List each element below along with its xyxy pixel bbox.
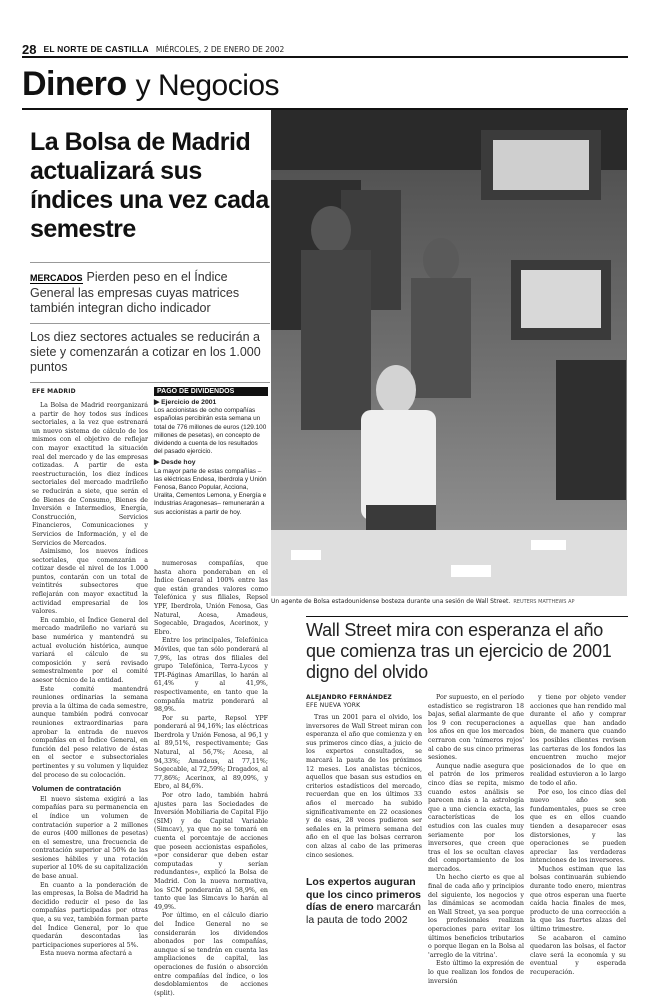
section-title-light: y Negocios — [135, 69, 280, 102]
newspaper-name: EL NORTE DE CASTILLA — [43, 44, 149, 54]
paragraph: Se acabaron el camino quedaron las bolsas, el factor clave será la economía y su eventual y esperada recuperación. — [530, 934, 626, 976]
trading-floor-illustration — [271, 110, 627, 596]
triangle-bullet-icon: ▶ — [154, 399, 162, 406]
paragraph: El nuevo sistema exigirá a las compañías para su permanencia en el índice un volumen de contratación superior a 2 millones de euros (400 millones de pesetas) en el semestre, una frecuencia de contratación superior al 50% de las sesiones hábiles y una rotación superior al 10% de su capitalización de base anual. — [32, 795, 148, 881]
paragraph: En cambio, el Índice General del mercado madrileño no variará su base numérica y mantendrá su actual evolución histórica, aunque variará el cálculo de su composición y será revisado semestralmente por el comité asesor técnico de la entidad. — [32, 616, 148, 684]
pull-quote-rest: marcarán la pauta de todo 2002 — [306, 901, 421, 926]
article-column-2 — [154, 560, 268, 997]
box-label: ▶ Ejercicio de 2001 — [154, 399, 217, 406]
paragraph: Tras un 2001 para el olvido, los inversores de Wall Street miran con esperanza el año que comienza y en sus primeros cinco días, a juicio de los expertos consultados, se marcará la pauta de los próximos 12 meses. Los analistas técnicos, aquellos que basan sus estudios en criterios estadísticos del mercado, recuerdan que en los últimos 33 años el mercado ha subido significativamente en 22 ocasiones y de esas, 28 veces pudieron ser señales en la primera semana del año en el que las bolsas cerraron con alzas al cabo de las primeras cinco sesiones. — [306, 714, 422, 859]
subdeck-text: Pierden peso en el Índice General las empresas cuyas matrices también integran dicho indicador — [30, 270, 240, 315]
box-text: La mayor parte de estas compañías –las eléctricas Endesa, Iberdrola y Unión Fenosa, Banco Popular, Acciona, Uralita, Cementos Lemona, y Energía e Industrias Aragonesas– remunerarán a sus accionistas a partir de hoy. — [154, 467, 267, 516]
subdeck-rule — [30, 323, 270, 324]
section-title — [22, 64, 279, 106]
wallstreet-column-3 — [530, 694, 626, 984]
subdeck-tag: MERCADOS — [30, 273, 83, 283]
page-folio — [22, 42, 628, 58]
paragraph: Por eso, los cinco días del nuevo año son fundamentales, pues se cree que es en ellos cuando tienden a desaparecer esas distorsiones, y las operaciones se pueden apreciar las verdaderas intenciones de los inversores. — [530, 788, 626, 865]
page-number: 28 — [22, 41, 37, 57]
paragraph: Aunque nadie asegura que el patrón de los primeros cinco días se repita, mismo cuando estos análisis se parecen más a la astrología que a una ciencia exacta, las características de los estudios con las cuales muy seriamente por los inversores, que creen que tras el los se ocultan claves del comportamiento de los mercados. — [428, 762, 524, 873]
wallstreet-headline: Wall Street mira con esperanza el año que comienza tras un ejercicio de 2001 digno del olvido — [306, 620, 612, 682]
main-headline: La Bolsa de Madrid actualizará sus índices una vez cada semestre — [30, 128, 269, 243]
main-byline: EFE MADRID — [32, 388, 76, 395]
paragraph: En cuanto a la ponderación de las empresas, la Bolsa de Madrid ha decidido reducir el peso de las compañías participadas por otras que, a su vez, también forman parte del Índice General, por lo que quedarán descontadas las participaciones superiores al 5%. — [32, 881, 148, 949]
photo-caption — [271, 598, 627, 605]
main-subdeck — [30, 270, 270, 316]
wallstreet-byline-agency: EFE NUEVA YORK — [306, 702, 361, 709]
paragraph: numerosas compañías, que hasta ahora ponderaban en el Índice General al 100% entre las que están grandes valores como Telefónica y sus filiales, Repsol YPF, Iberdrola, Unión Fenosa, Gas Natural, Acesa, Amadeus, Sogecable, Dragados, Acerinox, y Ebro. — [154, 560, 268, 636]
paragraph: Este comité mantendrá reuniones ordinarias la semana previa a la última de cada semestre, aunque también podrá convocar reuniones extraordinarias para aprobar la entrada de nuevos compañías en el Índice General, en función del peso relativo de éstas en el sector e subsectoriales pertinentes y su volumen y liquidez del proceso de su colocación. — [32, 685, 148, 779]
photo-credit: REUTERS MATTHEWS AP — [513, 599, 575, 605]
dividends-box-title: PAGO DE DIVIDENDOS — [154, 387, 268, 396]
deck-rule — [30, 382, 270, 383]
paragraph: Por supuesto, en el período estadístico se registraron 18 bajas, señal alarmante de que los 9 con recuperaciones a los años en que los mercados cerraron con 'números rojos' al cabo de sus cinco primeras sesiones. — [428, 694, 524, 762]
paragraph: Esta nueva norma afectará a — [40, 950, 132, 958]
pull-quote — [306, 876, 422, 926]
section-title-bold: Dinero — [22, 65, 127, 103]
triangle-bullet-icon: ▶ — [154, 459, 162, 467]
paragraph: Entre los principales, Telefónica Móviles, que tan sólo ponderará al 7,9%, las otras dos filiales del grupo Telefónica, Terra-Lycos y TPI-Páginas Amarillas, lo harán al 61,4% y al 41,9%, respectivamente, en tanto que la compañía matriz ponderará al 98,9%. — [154, 637, 268, 714]
wallstreet-rule — [306, 616, 628, 617]
dividends-box — [154, 387, 268, 555]
wallstreet-column-1 — [306, 714, 422, 872]
wallstreet-column-2 — [428, 694, 524, 984]
paragraph: Esto último la expresión de lo que realizan los fondos de inversión — [428, 960, 524, 985]
main-secondary-deck: Los diez sectores actuales se reducirán a siete y comenzarán a cotizar en los 1.000 puntos — [30, 330, 261, 374]
dividends-box-body — [154, 399, 268, 517]
paragraph: Un hecho cierto es que al final de cada año y principios del siguiente, los negocios y las dinámicas se acomodan en Wall Street, ya sea porque los profesionales realizan operaciones para evitar los últimos beneficios tributarios o porque llegan en la Bolsa al 'arreglo de la vitrina'. — [428, 874, 524, 959]
paragraph: Por otro lado, también habrá ajustes para las Sociedades de Inversión Mobiliaria de Capital Fijo (SIM) y de Capital Variable (Simcav), ya que no se tomará en cuenta el porcentaje de acciones que poseen accionistas españoles, «por considerar que deben estar computadas y serían redundantes», explicó la Bolsa de Madrid. Con la nueva normativa, los SCM ponderarán al 58,9%, en tanto que las Simcavs lo harán al 49,9%. — [154, 792, 268, 911]
trader-photo — [271, 110, 627, 596]
box-text: Los accionistas de ocho compañías españolas percibirán esta semana un total de 776 millones de euros (129.100 millones de pesetas), en concepto de dividendo a cuenta de los resultados del pasado ejercicio. — [154, 407, 267, 456]
paragraph: y tiene por objeto vender acciones que han rendido mal durante el año y comprar aquellas que han andado bien, de manera que cuando los posibles clientes revisen las carteras de los fondos las encuentren mucho mejor posicionados de lo que en realidad estuvieron a lo largo de todo el año. — [530, 694, 626, 787]
paragraph: Por último, en el cálculo diario del Índice General no se considerarán los dividendos abonados por las compañías, aunque sí se tendrán en cuenta las ampliaciones de capital, las operaciones de fusión o absorción entre compañías del índice, o los desdoblamientos de acciones (split). — [154, 912, 268, 997]
subheading: Volumen de contratación — [32, 784, 122, 794]
issue-date: MIÉRCOLES, 2 DE ENERO DE 2002 — [155, 44, 285, 54]
paragraph: Por su parte, Repsol YPF ponderará al 94,16%; las eléctricas Iberdrola y Unión Fenosa, al 96,1 y al 89,51%, respectivamente; Gas Natural, al 56,7%; Acesa, al 94,33%; Amadeus, al 77,11%; Sogecable, al 72,59%; Dragados, al 77,86%; Acerinox, al 89,09%, y Ebro, al 84,6%. — [154, 714, 268, 791]
headline-rule — [30, 262, 270, 263]
paragraph: La Bolsa de Madrid reorganizará a partir de hoy todos sus índices sectoriales, a la vez que estrenará un nuevo sistema de cálculo de los mismos con el objetivo de reflejar con mayor exactitud la situación real del mercado y de las empresas cotizadas. A partir de esta reestructuración, los diez índices sectoriales del mercado madrileño se reducirán a siete, que serán el de Bienes de Consumo, Bienes de Inversión e Intermedios, Energía, Construcción, Servicios Financieros, Comunicaciones y Servicios de Información, y el de Servicios de Mercados. — [32, 402, 148, 547]
pull-quote-bold: Los expertos auguran que los cinco primeros días de enero — [306, 876, 421, 913]
caption-text: Un agente de Bolsa estadounidense bosteza durante una sesión de Wall Street. — [271, 598, 511, 605]
paragraph: Asimismo, los nuevos índices sectoriales, que comenzarán a cotizar desde el nivel de los 1.000 puntos, contarán con un total de veintitrés subsectores que reflejarán con mayor exactitud la actividad empresarial de los valores. — [32, 548, 148, 616]
article-column-1 — [32, 402, 148, 984]
wallstreet-byline-author: ALEJANDRO FERNÁNDEZ — [306, 694, 392, 701]
paragraph: Muchos estiman que las bolsas continuarán subiendo durante todo enero, mientras que otros esperan una fuerte caída hacia finales de mes, producto de una corrección a la que las fuertes alzas del último trimestre. — [530, 865, 626, 934]
box-label: ▶ Desde hoy — [154, 459, 196, 467]
